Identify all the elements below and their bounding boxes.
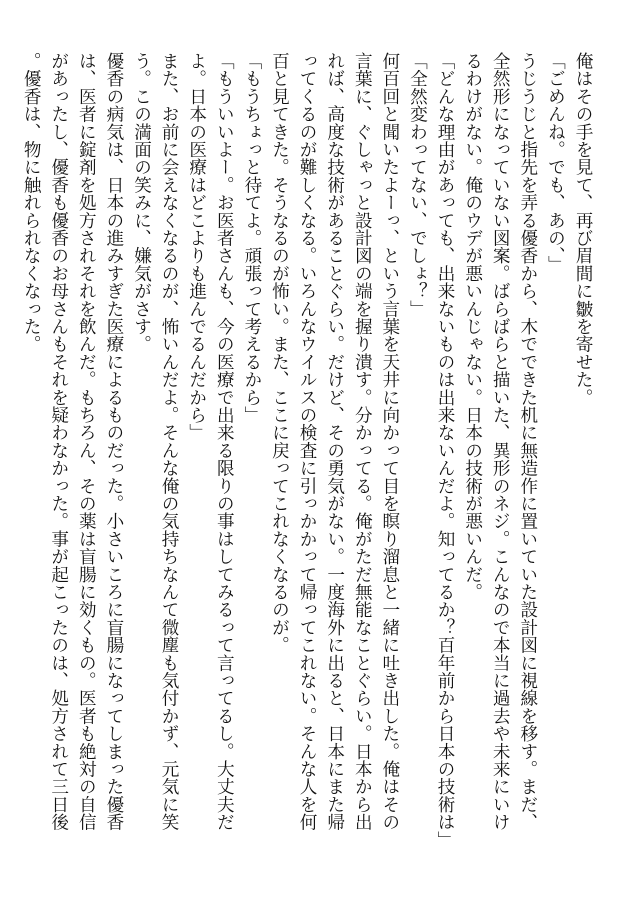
paragraph: 「どんな理由があっても、出来ないものは出来ないんだよ。知ってるか？百年前から日本の技術は」: [435, 52, 456, 849]
paragraph: 「全然変わってない、でしょ？」: [407, 52, 428, 318]
paragraph: 俺はその手を見て、再び眉間に皺を寄せた。: [573, 52, 593, 406]
vertical-text-block: [21, 52, 596, 849]
paragraph: 「もうちょっと待てよ。頑張って考えるから」: [241, 52, 262, 424]
paragraph: 「もういいよー。お医者さんも、今の医療で出来る限りの事はしてみるって言ってるし。大丈夫だよ。日本の医療はどこよりも進んでるんだから」: [186, 52, 235, 831]
paragraph: 「ごめんね。でも、あの、」: [545, 52, 566, 274]
paragraph: 優香の病気は、日本の進みすぎた医療によるものだった。小さいころに盲腸になってしまった優香は、医者に錠剤を処方されそれを飲んだ。もちろん、その薬は盲腸に効くもの。医者も絶対の自信があったし、優香も優香のお母さんもそれを疑わなかった。事が起こったのは、処方されて三日後。優香は、物に触れられなくなった。: [21, 52, 124, 831]
paragraph: また、お前に会えなくなるのが、怖いんだよ。そんな俺の気持ちなんて微塵も気付かず、元気に笑う。この満面の笑みに、嫌気がさす。: [131, 52, 180, 831]
paragraph: 何百回と聞いたよーっ、という言葉を天井に向かって目を瞑り溜息と一緒に吐き出した。俺はその言葉に、ぐしゃっと設計図の端を握り潰す。分かってる。俺がただ無能なことぐらい。日本から出れば、高度な技術があることぐらい。だけど、その勇気がない。一度海外に出ると、日本にまた帰ってくるのが難しくなる。いろんなウイルスの検査に引っかかって帰ってこれない。そんな人を何百と見てきた。そうなるのが怖い。また、ここに戻ってこれなくなるのが。: [269, 52, 400, 831]
paragraph: うじうじと指先を弄る優香から、木でできた机に無造作に置いていた設計図に視線を移す。まだ、全然形になっていない図案。ばらばらと描いた、異形のネジ。こんなので本当に過去や未来にいけるわけがない。俺のウデが悪いんじゃない。日本の技術が悪いんだ。: [462, 52, 538, 831]
